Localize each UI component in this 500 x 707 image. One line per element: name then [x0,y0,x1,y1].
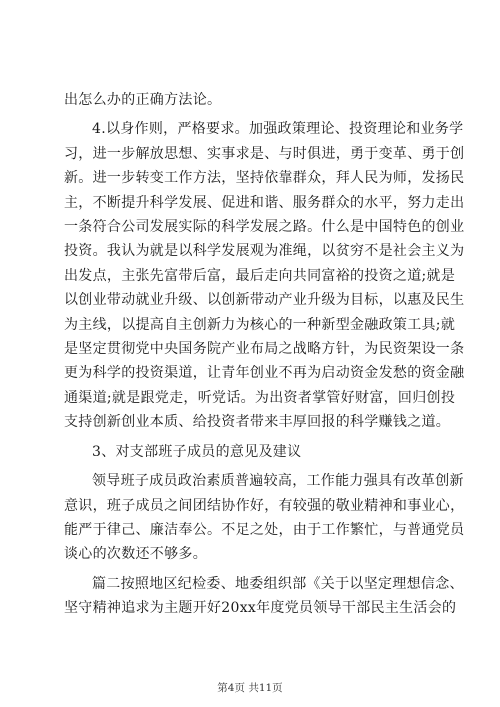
text-line: 习，进一步解放思想、实事求是、与时俱进，勇于变革、勇于创 [64,145,465,162]
text-line: 能严于律己、廉洁奉公。不足之处，由于工作繁忙，与普通党员 [64,521,465,538]
text-line: 篇二按照地区纪检委、地委组织部《关于以坚定理想信念、 [92,575,464,592]
document-body [64,88,465,621]
text-line: 更为科学的投资渠道，让青年创业不再为启动资金发愁的资金融 [64,365,465,382]
text-line: 出怎么办的正确方法论。 [64,92,222,108]
section-heading [64,440,448,464]
text-line: 以创业带动就业升级、以创新带动产业升级为目标，以惠及民生 [64,292,465,309]
text-line: 主，不断提升科学发展、促进和谐、服务群众的水平，努力走出 [64,194,465,211]
paragraph-team-assessment [64,469,465,567]
text-line: 意识，班子成员之间团结协作好，有较强的敬业精神和事业心， [64,497,465,514]
paragraph-lead-by-example [64,117,465,434]
text-line: 支持创新创业本质、给投资者带来丰厚回报的科学赚钱之道。 [64,414,451,431]
text-line: 新。进一步转变工作方法，坚持依靠群众，拜人民为师，发扬民 [64,170,465,187]
text-line: 领导班子成员政治素质普遍较高，工作能力强具有改革创新 [92,473,464,490]
paragraph-part-two [64,572,464,621]
text-line: 出发点，主张先富带后富，最后走向共同富裕的投资之道;就是 [64,267,456,284]
paragraph-continuation [64,88,448,112]
text-line: 为主线，以提高自主创新力为核心的一种新型金融政策工具;就 [64,316,456,333]
page-number-footer: 第4页 共11页 [217,682,283,694]
text-line: 是坚定贯彻党中央国务院产业布局之战略方针，为民资架设一条 [64,341,465,358]
text-line: 投资。我认为就是以科学发展观为准绳，以贫穷不是社会主义为 [64,243,465,260]
text-line: 一条符合公司发展实际的科学发展之路。什么是中国特色的创业 [64,219,465,236]
text-line: 4.以身作则，严格要求。加强政策理论、投资理论和业务学 [92,121,464,138]
text-line: 坚守精神追求为主题开好20xx年度党员领导干部民主生活会的 [64,600,457,617]
text-line: 谈心的次数还不够多。 [64,546,207,563]
text-line: 3、对支部班子成员的意见及建议 [92,443,302,460]
text-line: 通渠道;就是跟党走，听党话。为出资者掌管好财富，回归创投 [64,389,456,406]
